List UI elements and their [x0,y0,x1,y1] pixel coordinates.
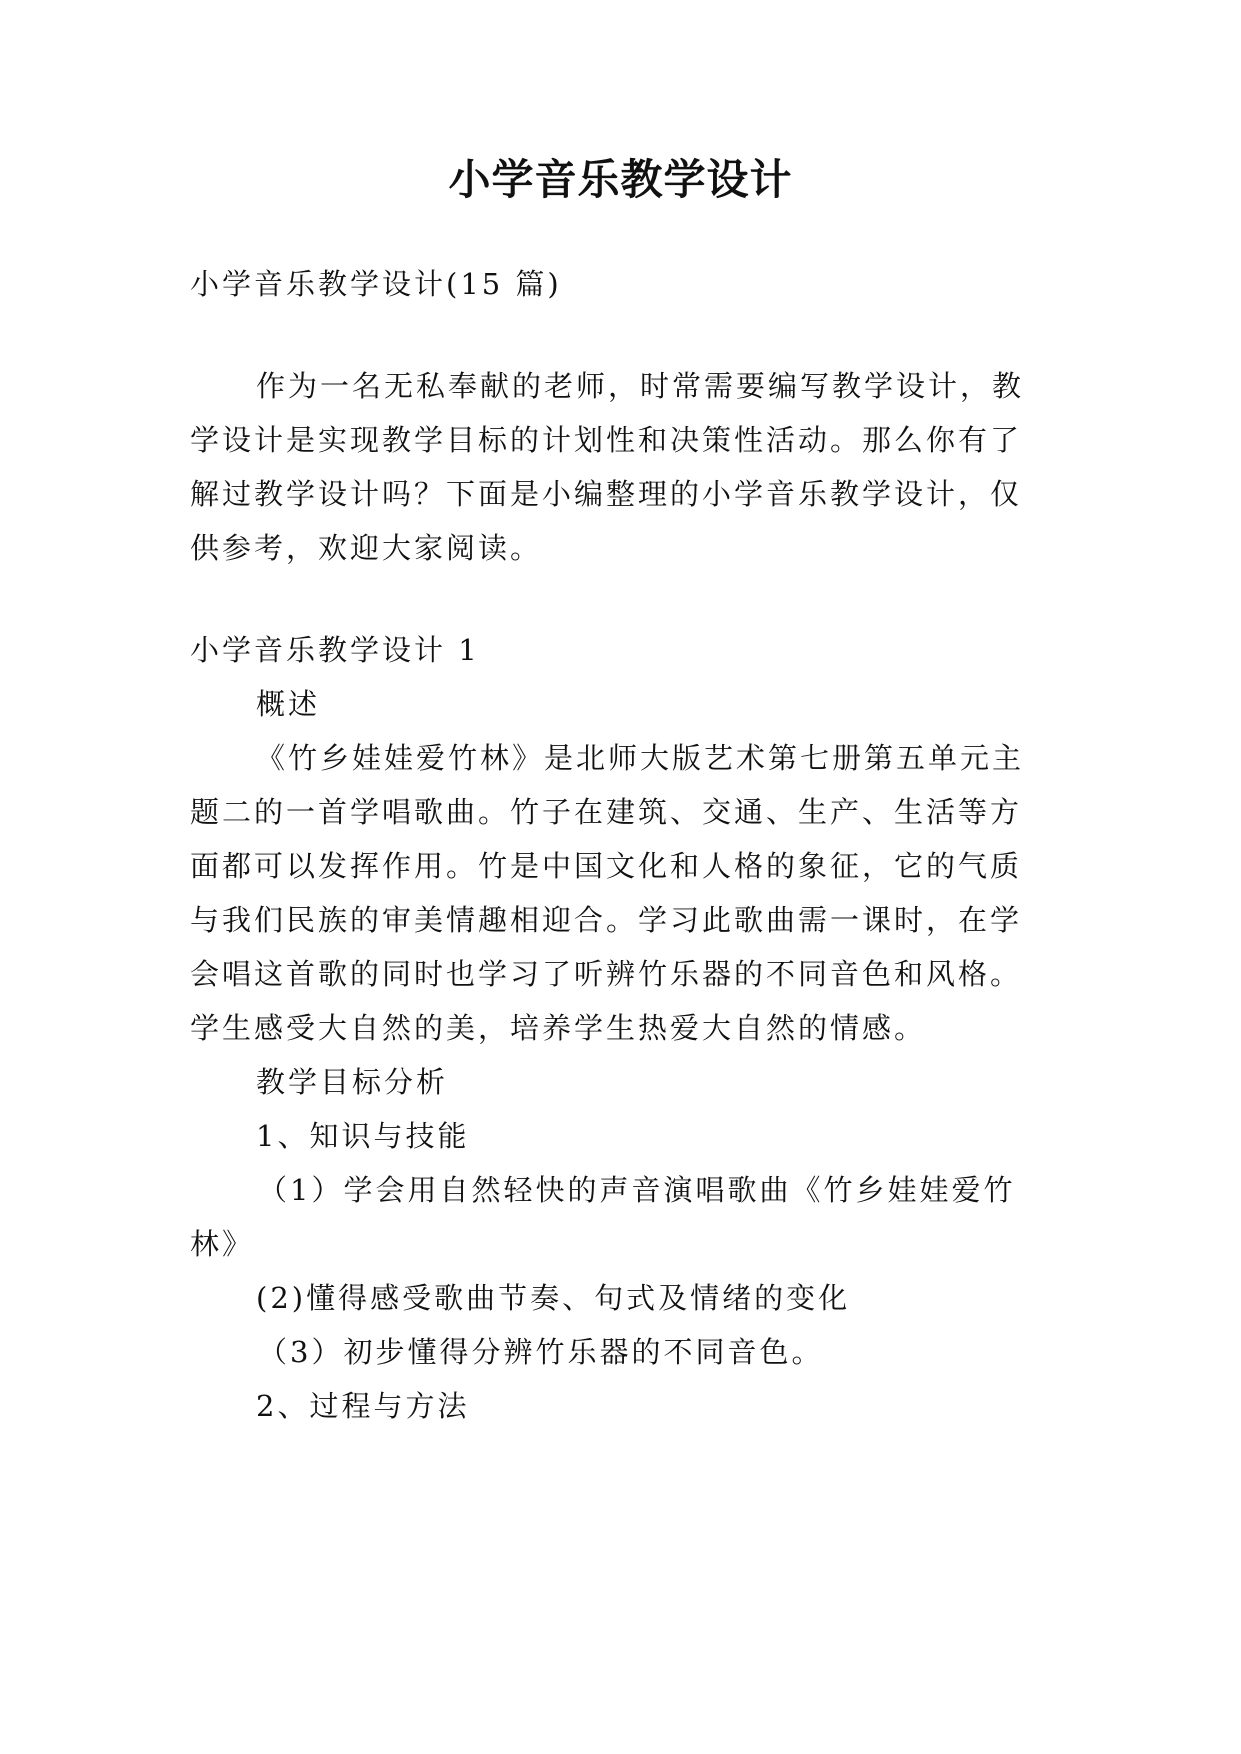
goals-label: 教学目标分析 [256,1065,449,1099]
process-label: 2、过程与方法 [256,1389,470,1423]
knowledge-label: 1、知识与技能 [256,1119,470,1153]
document-subtitle: 小学音乐教学设计(15 篇) [190,267,562,301]
knowledge-item: (2)懂得感受歌曲节奏、句式及情绪的变化 [256,1281,851,1315]
overview-line: 会唱这首歌的同时也学习了听辨竹乐器的不同音色和风格。 [190,957,1023,991]
intro-line: 学设计是实现教学目标的计划性和决策性活动。那么你有了 [190,423,1023,457]
section-heading: 小学音乐教学设计 1 [190,633,480,667]
knowledge-item: 林》 [190,1227,255,1261]
overview-line: 学生感受大自然的美，培养学生热爱大自然的情感。 [190,1011,927,1045]
intro-line: 供参考，欢迎大家阅读。 [190,531,543,565]
knowledge-item: （3）初步懂得分辨竹乐器的不同音色。 [258,1335,824,1369]
document-title: 小学音乐教学设计 [448,155,793,204]
overview-line: 与我们民族的审美情趣相迎合。学习此歌曲需一课时，在学 [190,903,1023,937]
overview-line: 面都可以发挥作用。竹是中国文化和人格的象征，它的气质 [190,849,1023,883]
knowledge-item: （1）学会用自然轻快的声音演唱歌曲《竹乡娃娃爱竹 [258,1173,1016,1207]
intro-line: 解过教学设计吗？下面是小编整理的小学音乐教学设计，仅 [190,477,1023,511]
overview-line: 《竹乡娃娃爱竹林》是北师大版艺术第七册第五单元主 [256,741,1025,775]
overview-label: 概述 [256,687,321,721]
intro-line: 作为一名无私奉献的老师，时常需要编写教学设计，教 [256,369,1025,403]
overview-line: 题二的一首学唱歌曲。竹子在建筑、交通、生产、生活等方 [190,795,1023,829]
